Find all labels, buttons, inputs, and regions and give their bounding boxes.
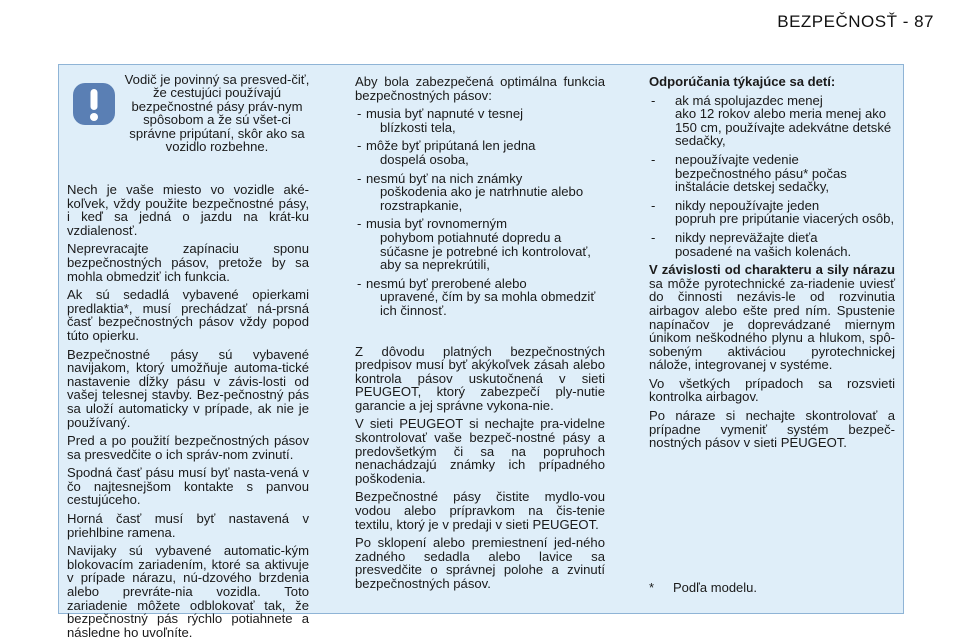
list-item-first: - nesmú byť na nich známky [366, 170, 523, 186]
paragraph: Z dôvodu platných bezpečnostných predpisov musí byť akýkoľvek zásah alebo kontrola pásov uskutočnená v sieti PEUGEOT, ktorý zabezpečí ply-nutie garancie a jej správne vykona-nie. [355, 343, 605, 413]
content-panel [58, 64, 904, 640]
list-item-rest: posadené na vašich kolenách. [675, 243, 852, 259]
paragraph: Nech je vaše miesto vo vozidle aké-koľvek, vždy použite bezpečnostné pásy, i keď sa jedná o jazdu na krát-ku vzdialenosť. [67, 182, 309, 238]
bold-lead: V závislosti od charakteru a sily nárazu [649, 262, 895, 278]
list-item [649, 94, 895, 148]
paragraph: Ak sú sedadlá vybavené opierkami predlaktia*, musí prechádzať ná-prsná časť bezpečnostných pásov vždy popod túto opierku. [67, 287, 309, 343]
column-1 [67, 72, 310, 644]
child-recommendations-list [649, 94, 895, 259]
list-item-rest: ako 12 rokov alebo meria menej ako 150 cm, používajte adekvátne detské sedačky, [675, 106, 892, 149]
list-item-rest: upravené, čím by sa mohla obmedziť ich činnosť. [380, 289, 596, 318]
list-item-first: - nikdy nepreväžajte dieťa [675, 229, 818, 245]
footnote [649, 580, 889, 595]
intro-paragraph: Aby bola zabezpečená optimálna funkcia bezpečnostných pásov: [355, 74, 605, 103]
list-item-first: - nepoužívajte vedenie [675, 151, 799, 167]
list-item [355, 172, 605, 213]
pyrotechnic-paragraph [649, 263, 895, 372]
paragraph: Bezpečnostné pásy čistite mydlo-vou vodou alebo prípravkom na čis-tenie textilu, ktorý je v predaji v sieti PEUGEOT. [355, 489, 605, 532]
paragraph: Neprevracajte zapínaciu sponu bezpečnostných pásov, pretože by sa mohla obmedziť ich funkcia. [67, 241, 309, 284]
column-2 [355, 75, 605, 596]
exclamation-icon [71, 81, 117, 127]
list-item-first: - nesmú byť prerobené alebo [366, 275, 527, 291]
paragraph: Navijaky sú vybavené automatic-kým blokovacím zariadením, ktoré sa aktivuje v prípade nárazu, nú-dzového brzdenia alebo prevráte-nia vozidla. Toto zariadenie môžete odblokovať tak, že bezpečnostný pás rýchlo potiahnete a následne ho uvoľníte. [67, 543, 309, 640]
list-item-first: - musia byť napnuté v tesnej [366, 106, 524, 122]
paragraph: V sieti PEUGEOT si nechajte pra-videlne skontrolovať vaše bezpeč-nostné pásy a predovšetkým či sa na popruhoch nenachádzajú známky ich prípadného poškodenia. [355, 416, 605, 486]
list-item [355, 277, 605, 318]
paragraph: Horná časť musí byť nastavená v priehlbine ramena. [67, 511, 309, 540]
paragraph: Po náraze si nechajte skontrolovať a prípadne vymeniť systém bezpeč-nostných pásov v sieti PEUGEOT. [649, 408, 895, 451]
list-item-rest: blízkosti tela, [380, 119, 456, 135]
list-item [649, 231, 895, 258]
list-item-first: - musia byť rovnomerným [366, 216, 507, 232]
section-heading: Odporúčania týkajúce sa detí: [649, 74, 836, 89]
list-item-rest: popruh pre pripútanie viacerých osôb, [675, 211, 895, 227]
footnote-mark: * [649, 580, 655, 595]
paragraph: Pred a po použití bezpečnostných pásov sa presvedčite o ich správ-nom zvinutí. [67, 433, 309, 462]
list-item [649, 199, 895, 226]
list-item-rest: pohybom potiahnuté dopredu a súčasne je potrebné ich kontrolovať, aby sa neprekrútili, [380, 229, 591, 273]
list-item [355, 139, 605, 166]
list-item [649, 153, 895, 194]
page-header [0, 0, 960, 48]
page-title: BEZPEČNOSŤ - 87 [777, 12, 934, 31]
paragraph: Vo všetkých prípadoch sa rozsvieti kontrolka airbagov. [649, 375, 895, 405]
list-item-rest: poškodenia ako je natrhnutie alebo rozstrapkanie, [380, 184, 584, 213]
paragraph: Spodná časť pásu musí byť nasta-vená v čo najtesnejšom kontakte s panvou cestujúceho. [67, 465, 309, 508]
spacer [355, 323, 605, 345]
warning-box [67, 72, 310, 183]
belt-requirements-list [355, 107, 605, 317]
paragraph: Bezpečnostné pásy sú vybavené navijakom, ktorý umožňuje automa-tické nastavenie dĺžky pásu v závis-losti od vašej telesnej stavby. Bez-pečnostný pás sa uloží automaticky v prípade, ak nie je používaný. [67, 346, 309, 430]
warning-text: Vodič je povinný sa presved-čiť, že cestujúci používajú bezpečnostné pásy práv-nym spôsobom a že sú všet-ci správne pripútaní, skôr ako sa vozidlo rozbehne. [124, 72, 310, 155]
list-item [355, 217, 605, 271]
list-item-first: - môže byť pripútaná len jedna [366, 138, 536, 154]
list-item [355, 107, 605, 134]
list-item-first: - ak má spolujazdec menej [675, 92, 823, 108]
list-item-rest: dospelá osoba, [380, 151, 469, 167]
list-item-first: - nikdy nepoužívajte jeden [675, 197, 820, 213]
column-3 [649, 75, 895, 455]
footnote-text: Podľa modelu. [673, 580, 758, 595]
paragraph: Po sklopení alebo premiestnení jed-ného zadného sedadla alebo lavice sa presvedčite o správnej polohe a zvinutí bezpečnostných pásov. [355, 535, 605, 591]
paragraph-rest: sa môže pyrotechnické za-riadenie uviesť do činnosti nezávis-le od rozvinutia airbagov alebo ešte pred ním. Spustenie napínačov je doprevádzané miernym únikom neškodného plynu a hlukom, spô-sobeným aktiváciou pyrotechnickej nálože, integrovanej v systéme. [649, 275, 895, 373]
list-item-rest: bezpečnostného pásu* počas inštalácie detskej sedačky, [675, 165, 847, 195]
